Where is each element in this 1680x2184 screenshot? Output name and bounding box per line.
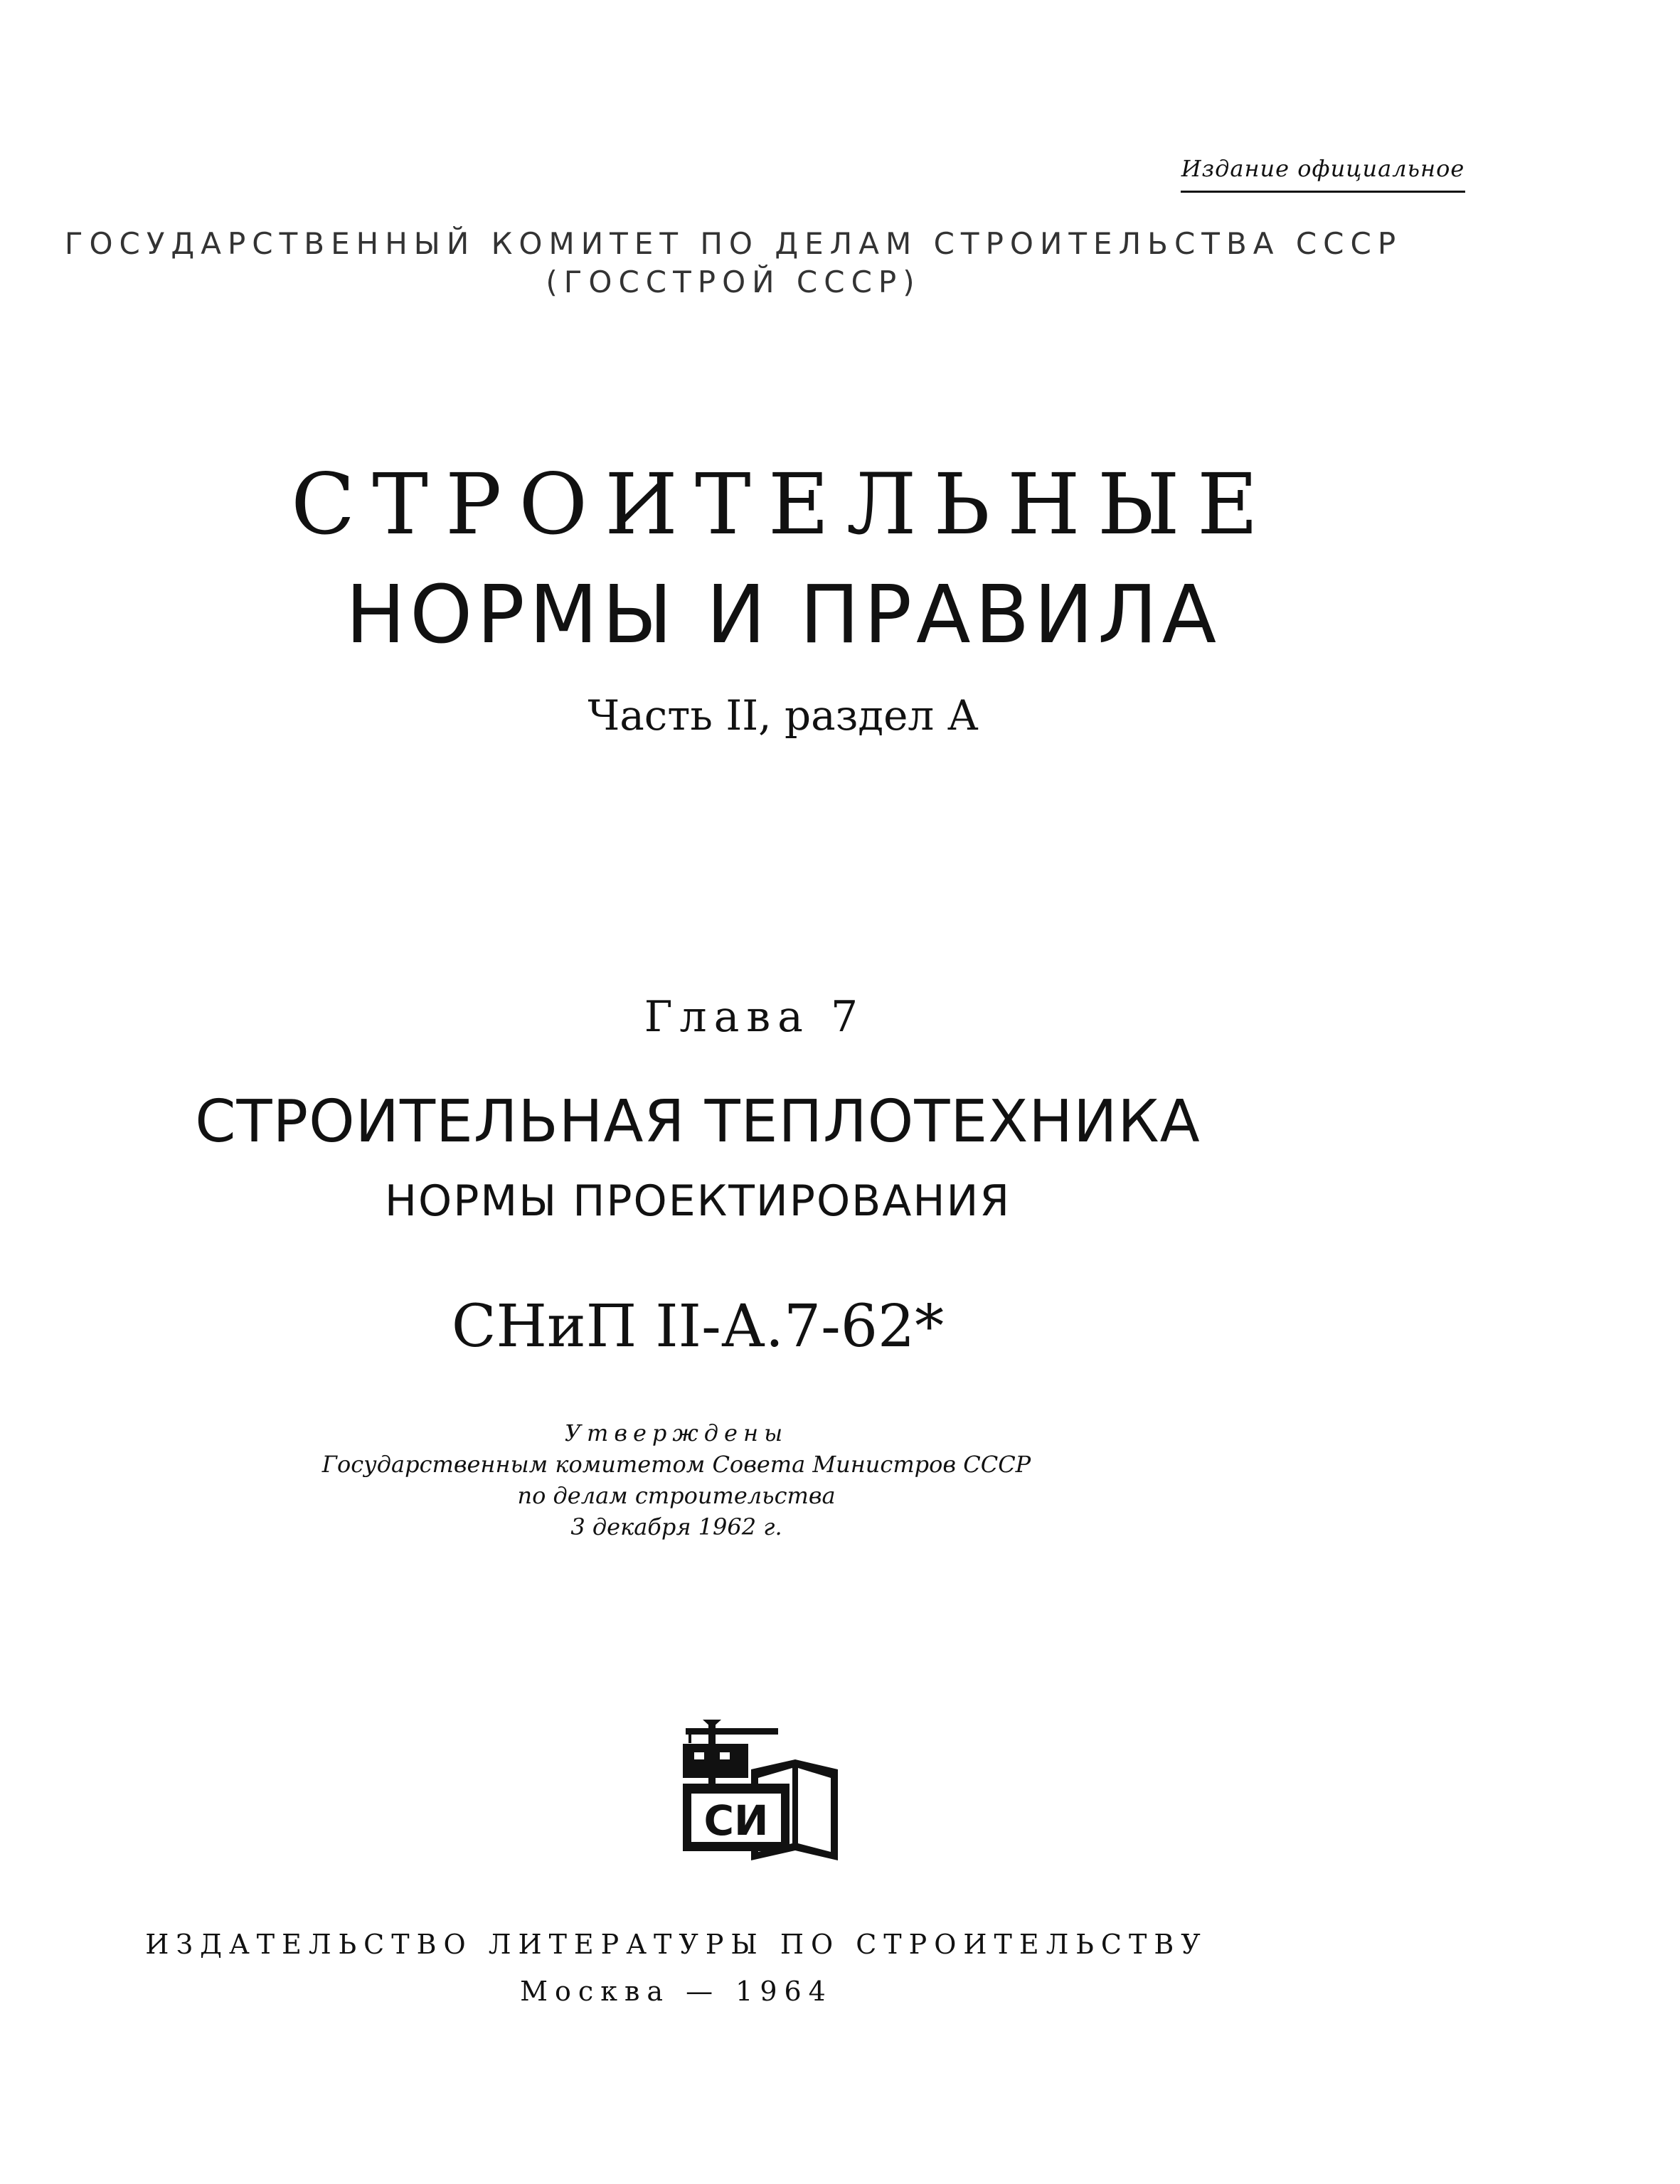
committee-abbreviation: (ГОССТРОЙ СССР) <box>546 265 921 299</box>
publication-place-year: Москва — 1964 <box>520 1976 833 2007</box>
official-edition-rule <box>1181 191 1465 193</box>
approved-by: Государственным комитетом Совета Министров СССР <box>321 1451 1031 1478</box>
chapter-label: Глава 7 <box>644 992 866 1042</box>
chapter-subject: СТРОИТЕЛЬНАЯ ТЕПЛОТЕХНИКА <box>195 1088 1201 1156</box>
part-section: Часть II, раздел А <box>588 691 979 740</box>
publisher-name: ИЗДАТЕЛЬСТВО ЛИТЕРАТУРЫ ПО СТРОИТЕЛЬСТВУ <box>145 1929 1208 1960</box>
logo-text: СИ <box>703 1796 769 1845</box>
approved-field: по делам строительства <box>517 1482 836 1509</box>
main-title-line-1: СТРОИТЕЛЬНЫЕ <box>291 455 1275 553</box>
publisher-crane-book-logo-icon <box>683 1720 839 1862</box>
committee-name: ГОСУДАРСТВЕННЫЙ КОМИТЕТ ПО ДЕЛАМ СТРОИТЕЛЬСТВА СССР <box>64 226 1403 261</box>
approved-heading: Утверждены <box>564 1419 789 1447</box>
official-edition-label: Издание официальное <box>1181 155 1465 182</box>
approval-date: 3 декабря 1962 г. <box>570 1513 782 1540</box>
main-title-line-2: НОРМЫ И ПРАВИЛА <box>345 569 1221 661</box>
chapter-subtitle: НОРМЫ ПРОЕКТИРОВАНИЯ <box>384 1176 1011 1226</box>
document-code: СНиП II-А.7-62* <box>451 1293 945 1360</box>
